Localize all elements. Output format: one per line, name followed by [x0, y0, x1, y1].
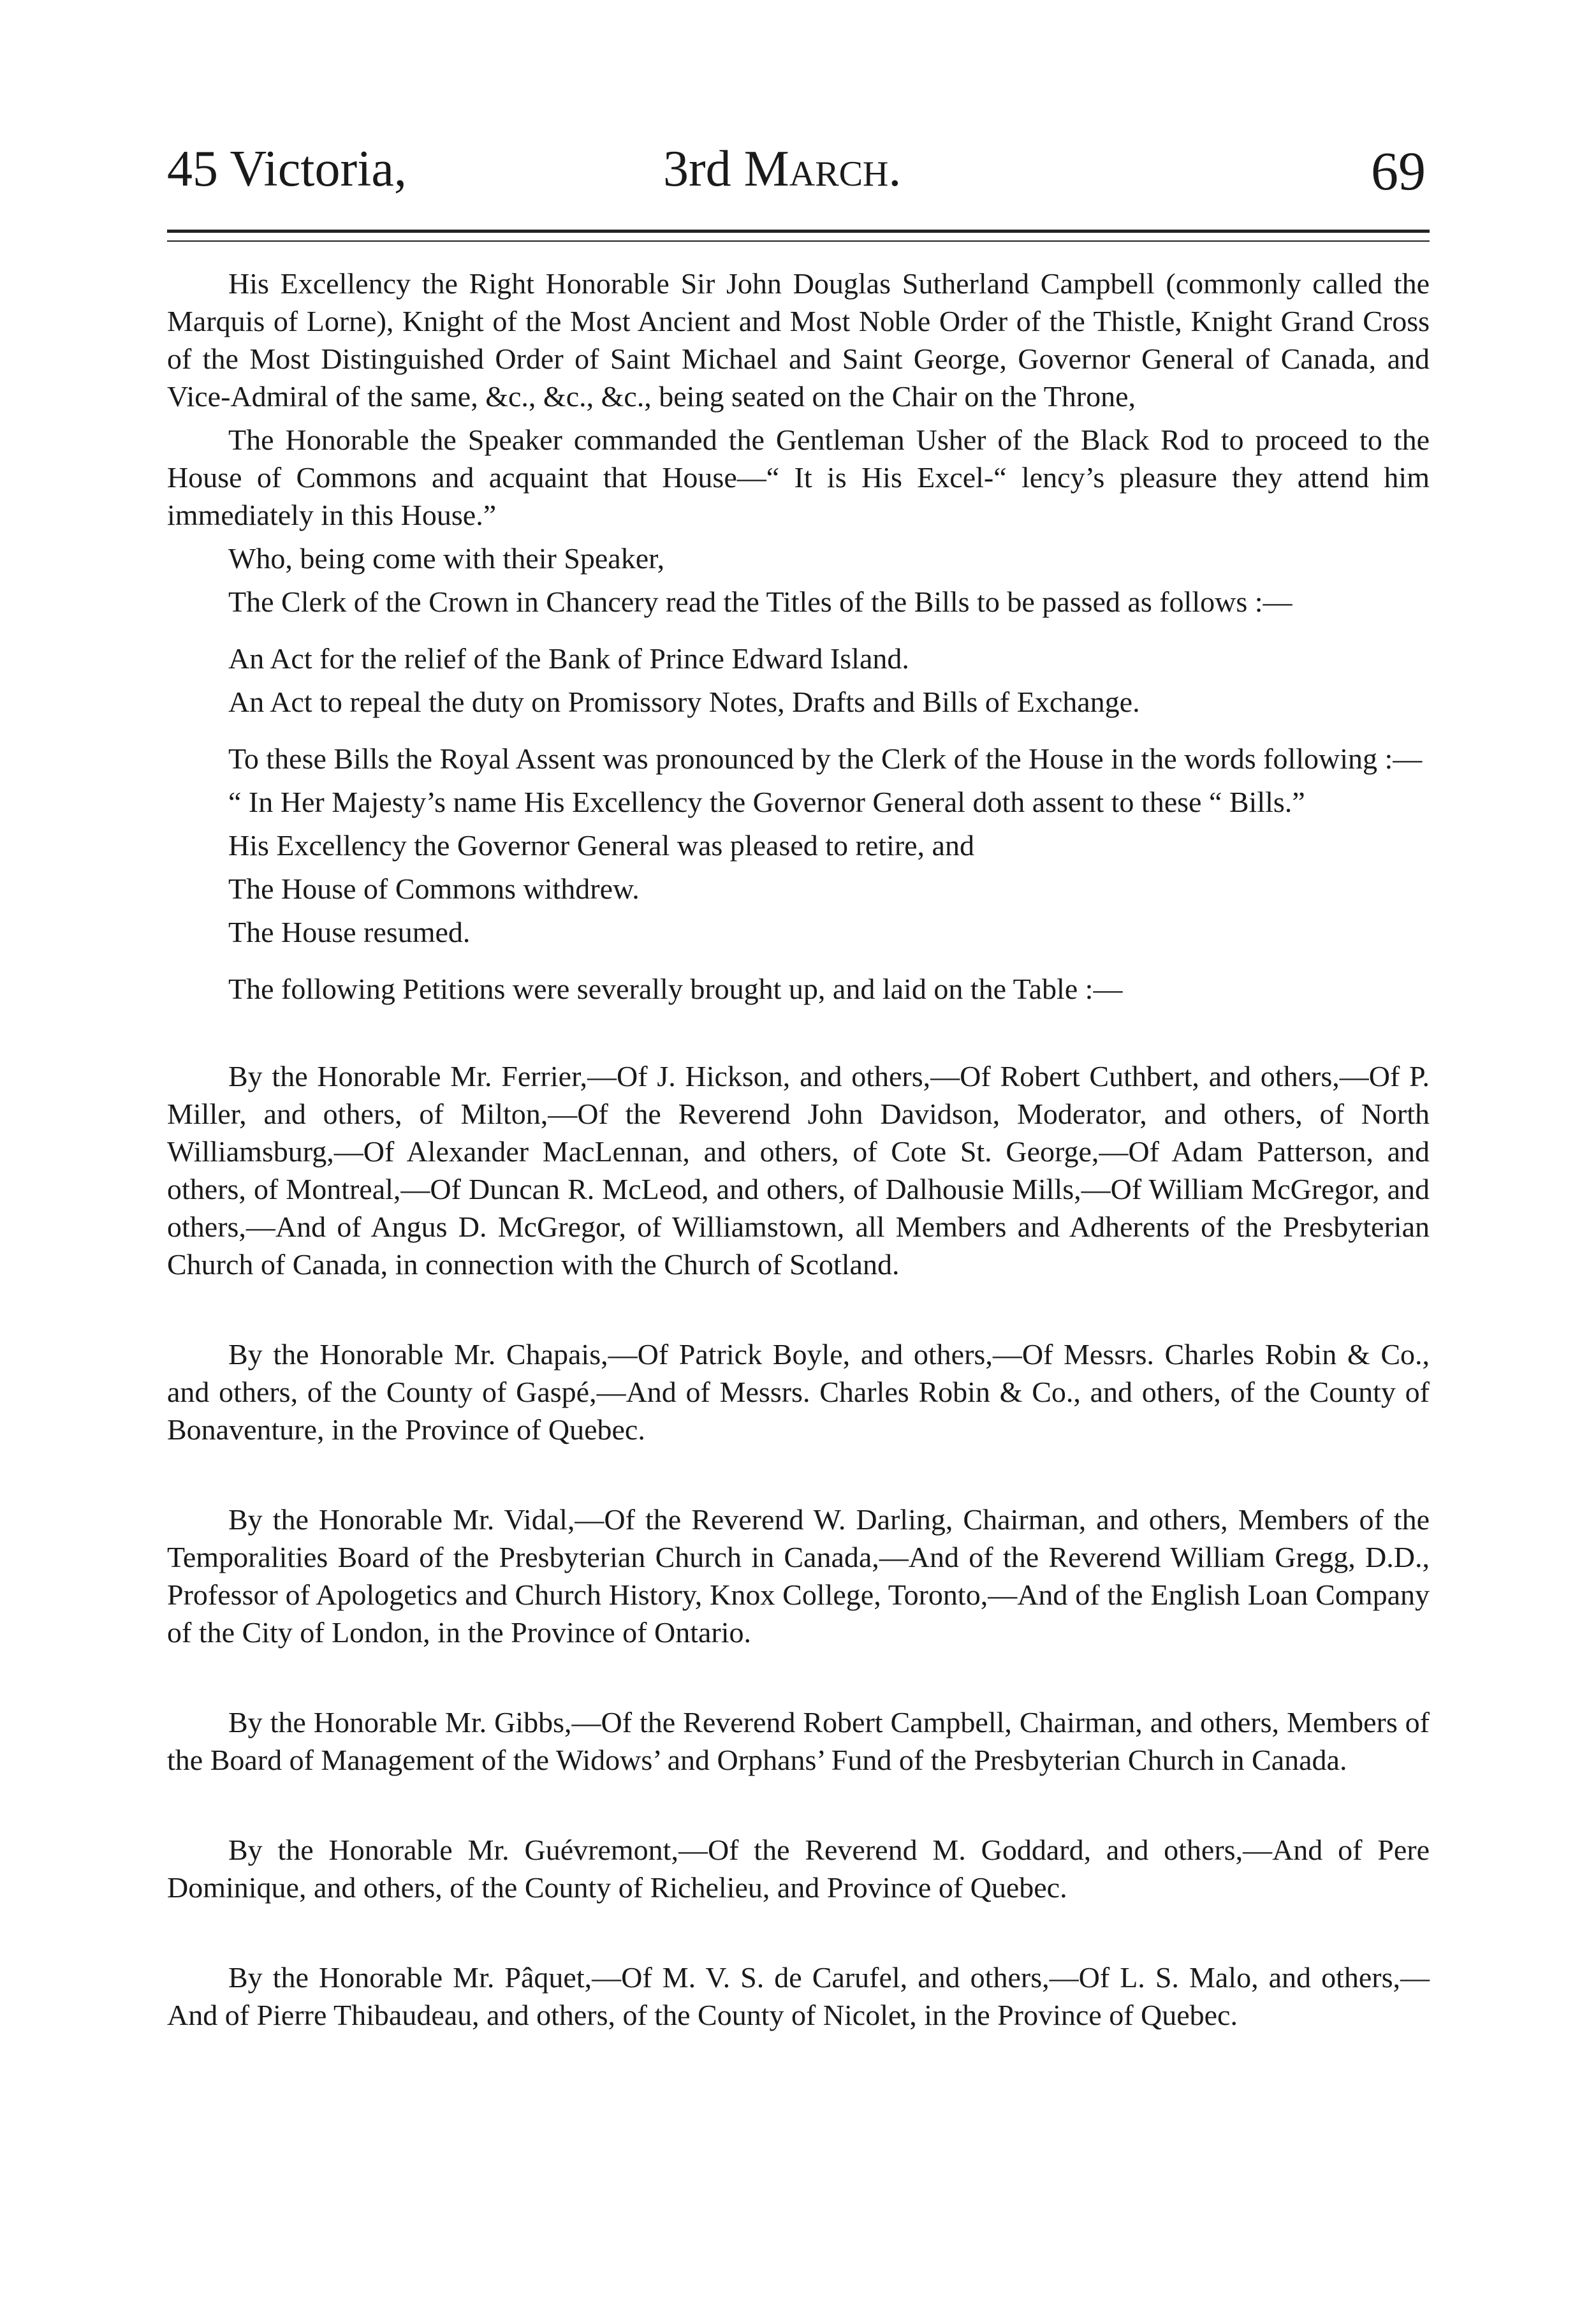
petition-guevremont: By the Honorable Mr. Guévremont,—Of the Reverend M. Goddard, and others,—And of Pere Dominique, and others, of the County of Richelieu, and Province of Quebec.: [167, 1834, 1430, 1904]
bill-title-1: An Act for the relief of the Bank of Prince Edward Island.: [228, 642, 909, 675]
bill-title-2: An Act to repeal the duty on Promissory Notes, Drafts and Bills of Exchange.: [228, 686, 1140, 718]
petition-ferrier: By the Honorable Mr. Ferrier,—Of J. Hickson, and others,—Of Robert Cuthbert, and others,—Of P. Miller, and others, of Milton,—Of the Reverend John Davidson, Moderator, and others, of North Williamsburg,—Of Alexander MacLennan, and others, of Cote St. George,—Of Adam Patterson, and others, of Montreal,—Of Duncan R. McLeod, and others, of Dalhousie Mills,—Of William McGregor, and others,—And of Angus D. McGregor, of Williamstown, all Members and Adherents of the Presbyterian Church of Canada, in connection with the Church of Scotland.: [167, 1060, 1430, 1281]
paragraph-house-resumed: The House resumed.: [228, 916, 471, 948]
paragraph-governor-seated: His Excellency the Right Honorable Sir John Douglas Sutherland Campbell (commonly called the Marquis of Lorne), Knight of the Most Ancient and Most Noble Order of the Thistle, Knight Grand Cross of the Most Distinguished Order of Saint Michael and Saint George, Governor General of Canada, and Vice-Admiral of the same, &c., &c., &c., being seated on the Chair on the Throne,: [167, 267, 1430, 413]
page-number: 69: [1371, 140, 1426, 202]
page-body: [167, 265, 1430, 2034]
running-head-month: March.: [743, 141, 902, 197]
header-rule-thin: [167, 240, 1430, 242]
running-head-left: 45 Victoria,: [167, 141, 407, 197]
paragraph-commons-arrive: Who, being come with their Speaker,: [228, 542, 665, 575]
petition-gibbs: By the Honorable Mr. Gibbs,—Of the Reverend Robert Campbell, Chairman, and others, Members of the Board of Management of the Widows’ and Orphans’ Fund of the Presbyterian Church in Canada.: [167, 1706, 1430, 1776]
petition-vidal: By the Honorable Mr. Vidal,—Of the Reverend W. Darling, Chairman, and others, Members of the Temporalities Board of the Presbyterian Church in Canada,—And of the Reverend William Gregg, D.D., Professor of Apologetics and Church History, Knox College, Toronto,—And of the English Loan Company of the City of London, in the Province of Ontario.: [167, 1503, 1430, 1649]
running-head-day: 3rd: [663, 141, 744, 197]
paragraph-commons-withdrew: The House of Commons withdrew.: [228, 872, 640, 905]
petition-chapais: By the Honorable Mr. Chapais,—Of Patrick Boyle, and others,—Of Messrs. Charles Robin & Co., and others, of the County of Gaspé,—And of Messrs. Charles Robin & Co., and others, of the County of Bonaventure, in the Province of Quebec.: [167, 1338, 1430, 1446]
petition-paquet: By the Honorable Mr. Pâquet,—Of M. V. S. de Carufel, and others,—Of L. S. Malo, and others,—And of Pierre Thibaudeau, and others, of the County of Nicolet, in the Province of Quebec.: [167, 1961, 1430, 2031]
running-head-date: [663, 143, 901, 195]
paragraph-governor-retires: His Excellency the Governor General was pleased to retire, and: [228, 829, 974, 862]
header-rule-thick: [167, 230, 1430, 233]
paragraph-petitions-intro: The following Petitions were severally brought up, and laid on the Table :—: [228, 973, 1123, 1005]
paragraph-speaker-command: The Honorable the Speaker commanded the Gentleman Usher of the Black Rod to proceed to the House of Commons and acquaint that House—“ It is His Excel-“ lency’s pleasure they attend him immediately in this House.”: [167, 423, 1430, 531]
paragraph-assent-formula: “ In Her Majesty’s name His Excellency the Governor General doth assent to these “ Bills.”: [228, 786, 1305, 818]
paragraph-clerk-reads: The Clerk of the Crown in Chancery read the Titles of the Bills to be passed as follows :—: [228, 585, 1292, 618]
paragraph-royal-assent: To these Bills the Royal Assent was pronounced by the Clerk of the House in the words following :—: [228, 742, 1423, 775]
